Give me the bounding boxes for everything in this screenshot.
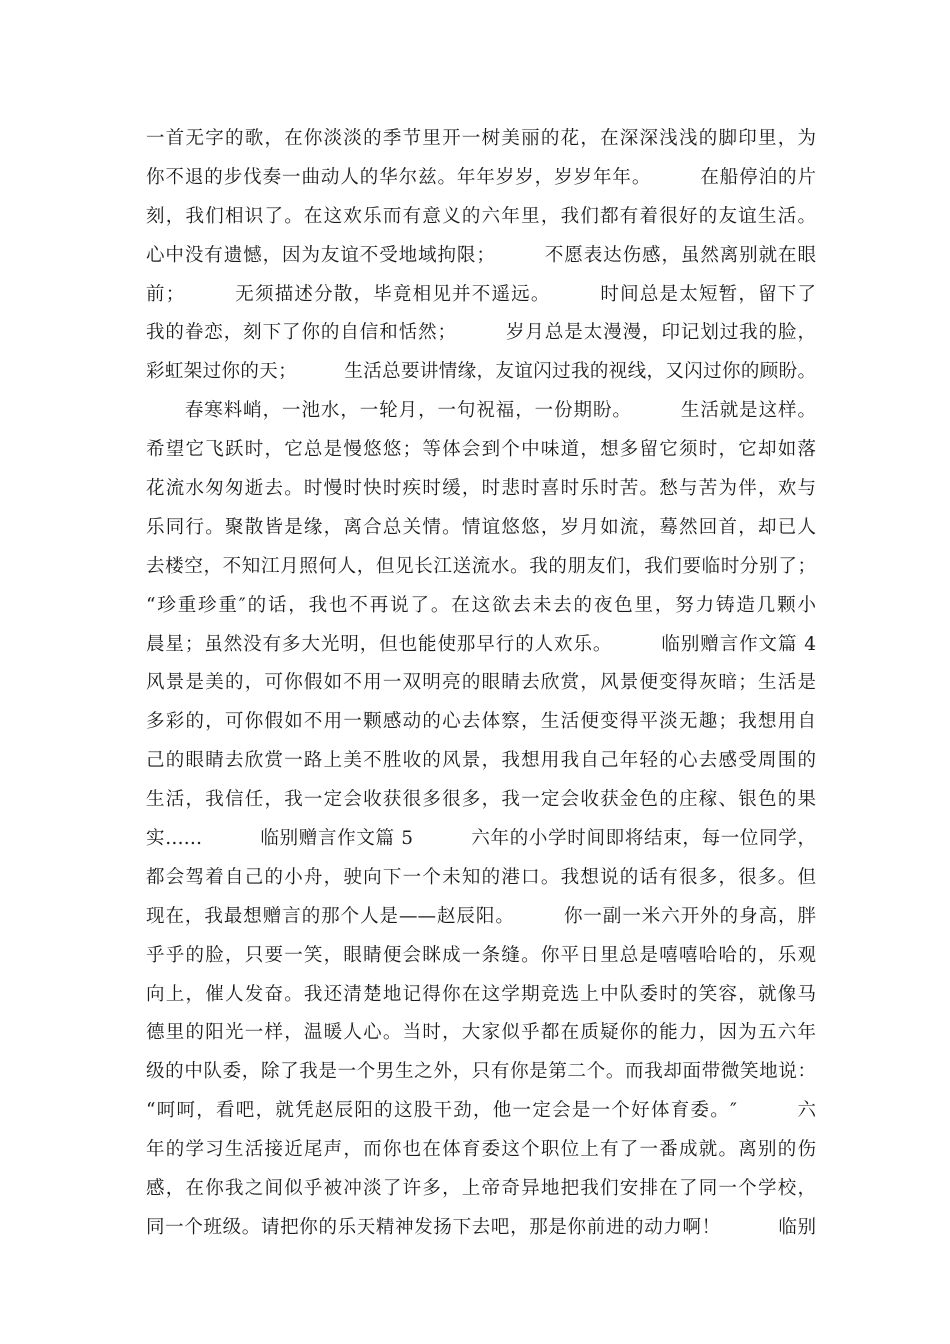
text-line: 生活，我信任，我一定会收获很多很多，我一定会收获金色的庄稼、银色的果 <box>146 789 816 811</box>
text-line: 同一个班级。请把你的乐天精神发扬下去吧，那是你前进的动力啊！ 临别 <box>146 1216 816 1238</box>
text-line: 都会驾着自己的小舟，驶向下一个未知的港口。我想说的话有很多，很多。但 <box>146 866 816 888</box>
text-line: 现在，我最想赠言的那个人是——赵辰阳。 你一副一米六开外的身高，胖 <box>146 905 816 927</box>
text-line: 希望它飞跃时，它总是慢悠悠；等体会到个中味道，想多留它须时，它却如落 <box>146 439 816 461</box>
text-line: 前； 无须描述分散，毕竟相见并不遥远。 时间总是太短暂，留下了 <box>146 283 816 305</box>
text-line: 年的学习生活接近尾声，而你也在体育委这个职位上有了一番成就。离别的伤 <box>146 1139 816 1161</box>
text-line: 风景是美的，可你假如不用一双明亮的眼睛去欣赏，风景便变得灰暗；生活是 <box>146 672 816 694</box>
text-line: “珍重珍重″的话，我也不再说了。在这欲去未去的夜色里，努力铸造几颗小 <box>146 594 816 616</box>
text-line: 春寒料峭，一池水，一轮月，一句祝福，一份期盼。 生活就是这样。 <box>146 400 816 422</box>
text-line: 向上，催人发奋。我还清楚地记得你在这学期竞选上中队委时的笑容，就像马 <box>146 983 816 1005</box>
text-line: 去楼空，不知江月照何人，但见长江送流水。我的朋友们，我们要临时分别了； <box>146 555 816 577</box>
text-line: 你不退的步伐奏一曲动人的华尔兹。年年岁岁，岁岁年年。 在船停泊的片 <box>146 166 816 188</box>
text-line: 一首无字的歌，在你淡淡的季节里开一树美丽的花，在深深浅浅的脚印里，为 <box>146 128 816 149</box>
text-line: 级的中队委，除了我是一个男生之外，只有你是第二个。而我却面带微笑地说： <box>146 1061 816 1083</box>
text-line: 德里的阳光一样，温暖人心。当时，大家似乎都在质疑你的能力，因为五六年 <box>146 1022 816 1044</box>
text-line: 我的眷恋，刻下了你的自信和恬然； 岁月总是太漫漫，印记划过我的脸， <box>146 322 816 344</box>
body-text <box>146 120 816 1248</box>
text-line: “呵呵，看吧，就凭赵辰阳的这股干劲，他一定会是一个好体育委。″ 六 <box>146 1100 816 1122</box>
text-line: 感，在你我之间似乎被冲淡了许多，上帝奇异地把我们安排在了同一个学校， <box>146 1178 816 1200</box>
text-line: 心中没有遗憾，因为友谊不受地域拘限； 不愿表达伤感，虽然离别就在眼 <box>146 244 816 266</box>
text-line: 花流水匆匆逝去。时慢时快时疾时缓，时悲时喜时乐时苦。愁与苦为伴，欢与 <box>146 478 816 500</box>
text-line: 乎乎的脸，只要一笑，眼睛便会眯成一条缝。你平日里总是嘻嘻哈哈的，乐观 <box>146 944 816 966</box>
text-line: 多彩的，可你假如不用一颗感动的心去体察，生活便变得平淡无趣；我想用自 <box>146 711 816 733</box>
text-line: 实…… 临别赠言作文篇 5 六年的小学时间即将结束，每一位同学， <box>146 828 816 850</box>
text-line: 己的眼睛去欣赏一路上美不胜收的风景，我想用我自己年轻的心去感受周围的 <box>146 750 816 772</box>
text-line: 乐同行。聚散皆是缘，离合总关情。情谊悠悠，岁月如流，蓦然回首，却已人 <box>146 516 816 538</box>
text-line: 刻，我们相识了。在这欢乐而有意义的六年里，我们都有着很好的友谊生活。 <box>146 205 816 227</box>
text-line: 彩虹架过你的天； 生活总要讲情缘，友谊闪过我的视线，又闪过你的顾盼。 <box>146 361 816 383</box>
text-line: 晨星；虽然没有多大光明，但也能使那早行的人欢乐。 临别赠言作文篇 4 <box>146 633 816 655</box>
